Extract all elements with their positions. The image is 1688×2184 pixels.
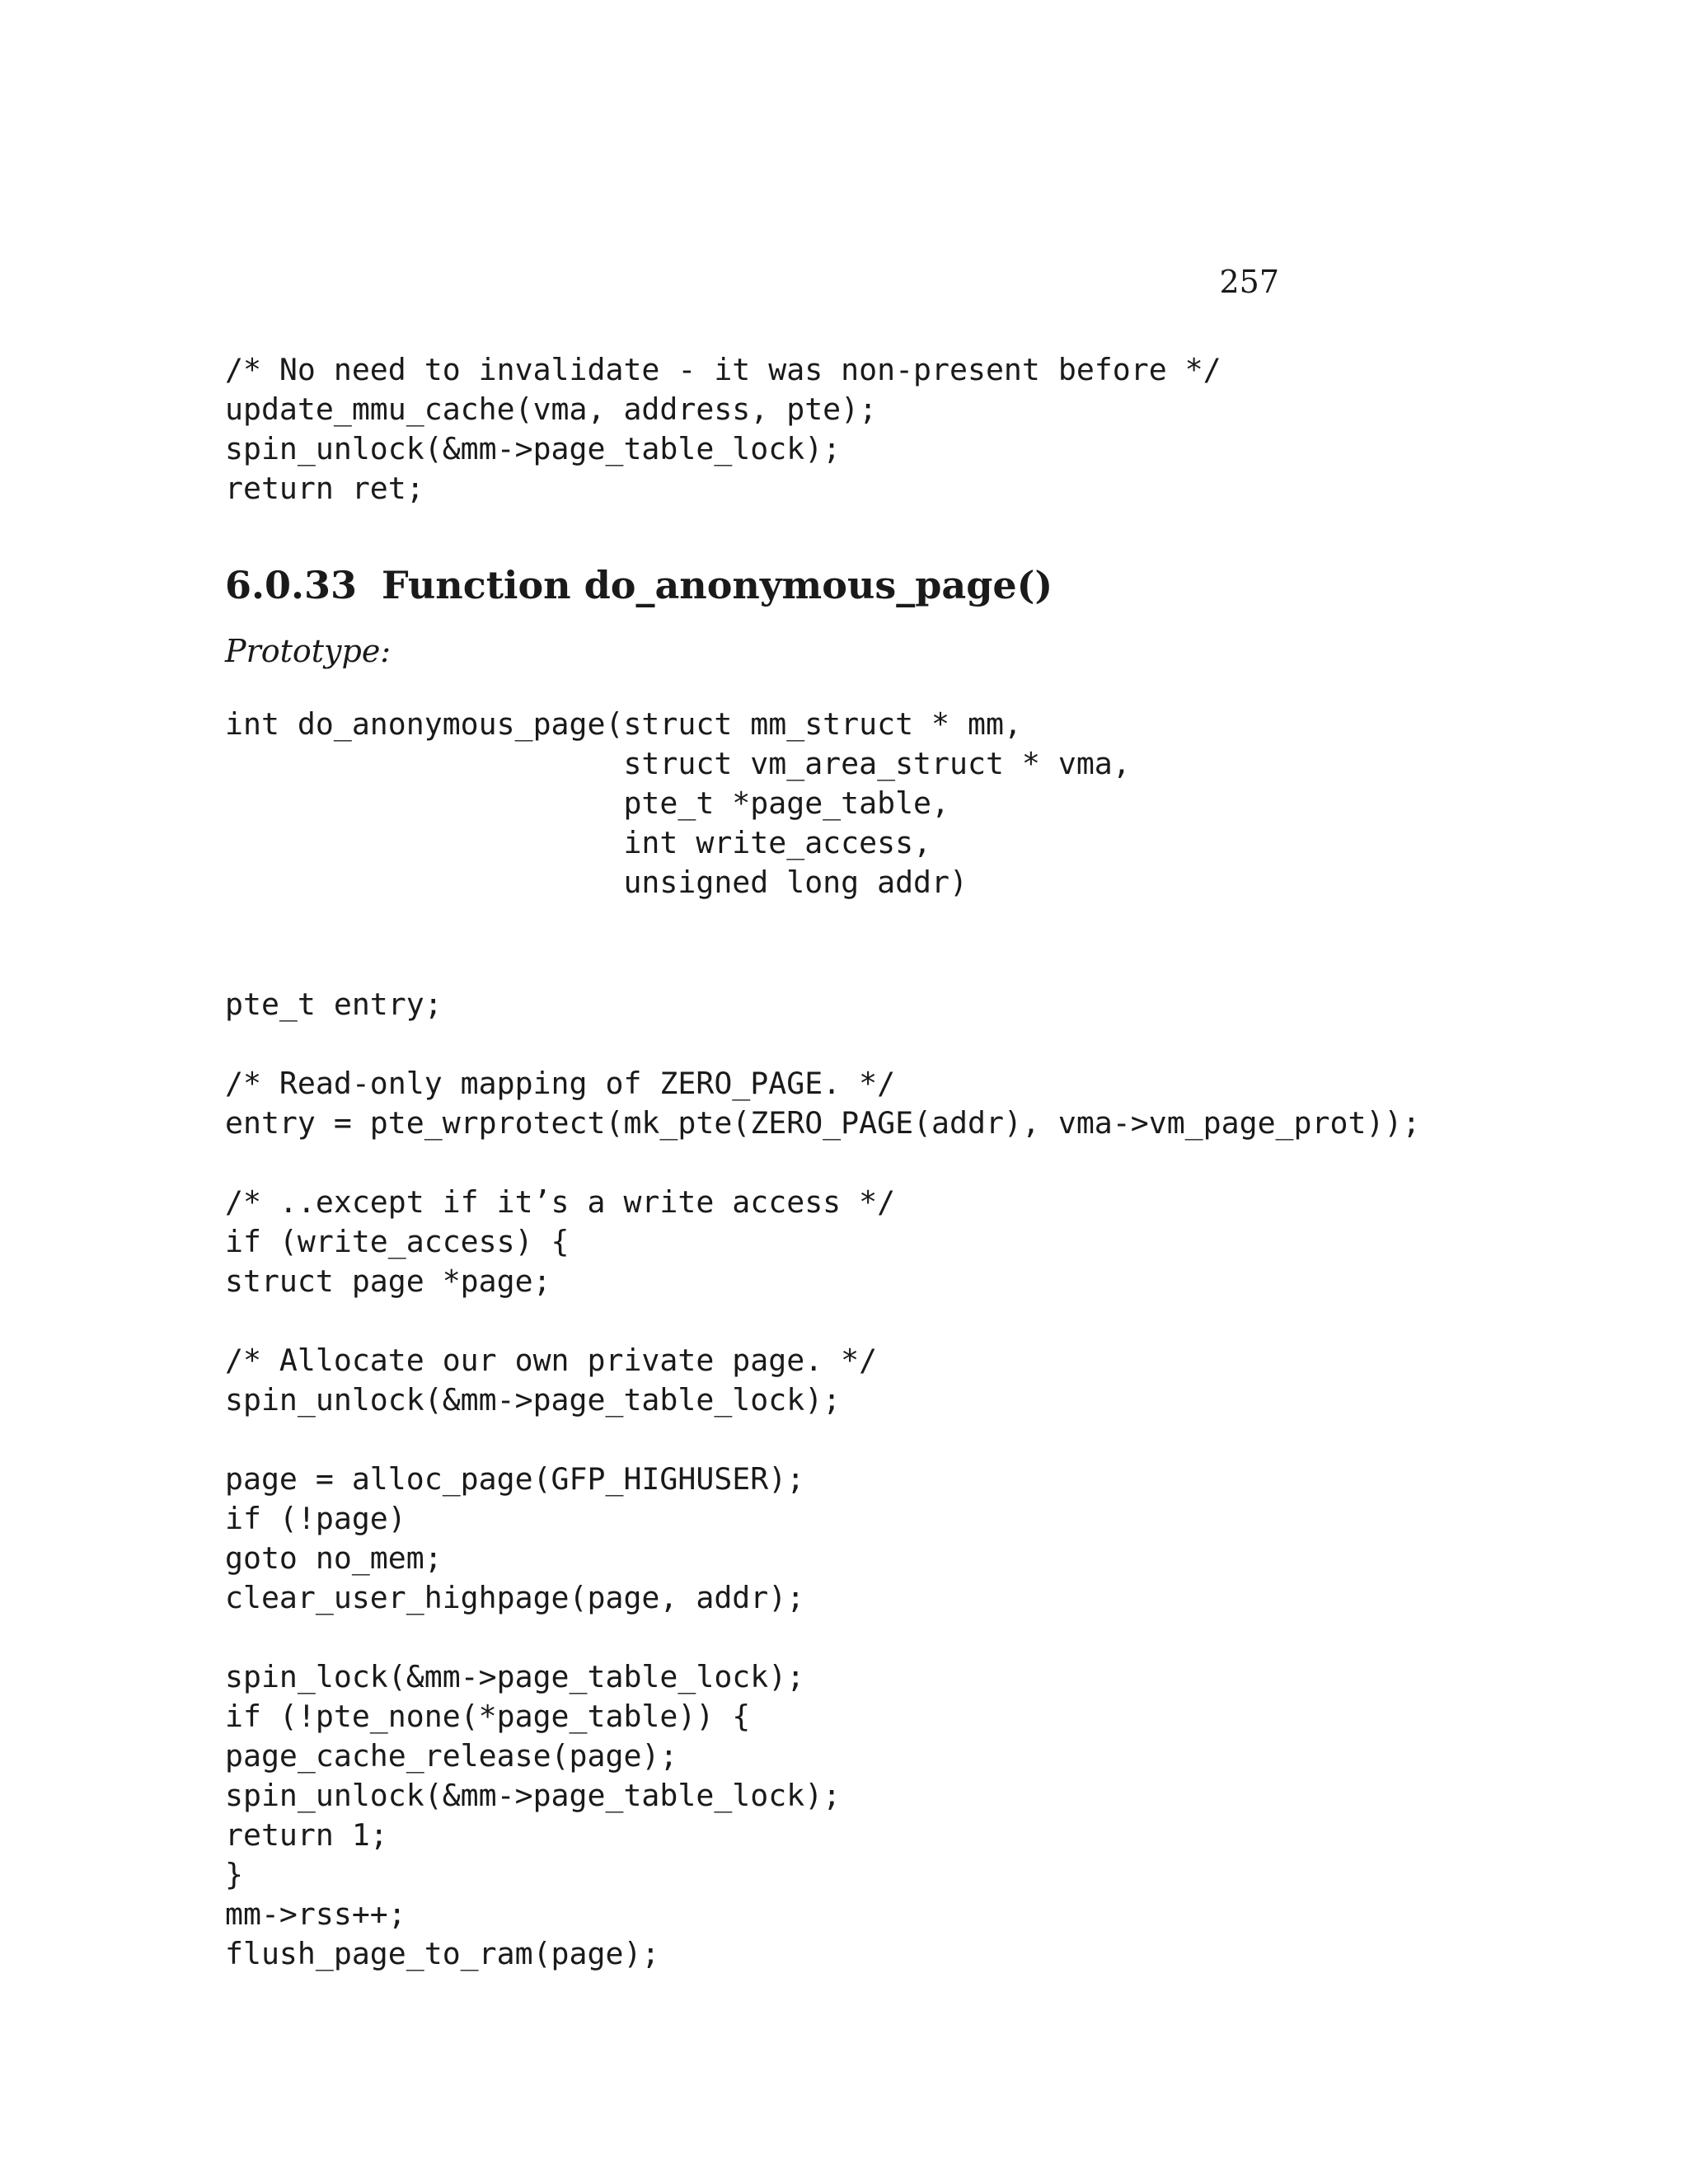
section-heading bbox=[225, 560, 1053, 610]
code-line: } bbox=[225, 1857, 243, 1892]
code-line bbox=[225, 1301, 1420, 1341]
code-block-top bbox=[225, 350, 1221, 509]
code-line: flush_page_to_ram(page); bbox=[225, 1936, 660, 1971]
code-line: /* Read-only mapping of ZERO_PAGE. */ bbox=[225, 1066, 896, 1101]
code-line: if (write_access) { bbox=[225, 1224, 570, 1259]
code-line: int write_access, bbox=[225, 825, 932, 860]
code-line: pte_t *page_table, bbox=[225, 785, 950, 821]
section-title: Function do_anonymous_page() bbox=[382, 563, 1053, 607]
code-line: goto no_mem; bbox=[225, 1540, 443, 1576]
code-line bbox=[225, 1618, 1420, 1657]
code-line: /* No need to invalidate - it was non-present before */ bbox=[225, 352, 1221, 387]
page-number: 257 bbox=[1219, 264, 1279, 300]
code-line: if (!pte_none(*page_table)) { bbox=[225, 1699, 751, 1734]
section-number: 6.0.33 bbox=[225, 563, 358, 607]
code-line: unsigned long addr) bbox=[225, 865, 968, 900]
code-line: struct vm_area_struct * vma, bbox=[225, 746, 1131, 781]
code-line: clear_user_highpage(page, addr); bbox=[225, 1580, 805, 1615]
code-line bbox=[225, 1024, 1420, 1064]
code-line: struct page *page; bbox=[225, 1263, 551, 1299]
code-line: int do_anonymous_page(struct mm_struct * mm, bbox=[225, 706, 1022, 742]
code-line: update_mmu_cache(vma, address, pte); bbox=[225, 391, 878, 427]
code-line: page_cache_release(page); bbox=[225, 1738, 678, 1774]
code-line bbox=[225, 1143, 1420, 1183]
code-line: mm->rss++; bbox=[225, 1896, 406, 1932]
code-line: return 1; bbox=[225, 1817, 388, 1853]
code-line: /* ..except if it’s a write access */ bbox=[225, 1184, 896, 1220]
code-block-prototype bbox=[225, 705, 1131, 902]
code-line: spin_unlock(&mm->page_table_lock); bbox=[225, 1778, 842, 1813]
prototype-label: Prototype: bbox=[225, 633, 392, 669]
code-line: /* Allocate our own private page. */ bbox=[225, 1343, 878, 1378]
code-line: spin_lock(&mm->page_table_lock); bbox=[225, 1659, 805, 1694]
code-line: return ret; bbox=[225, 471, 424, 506]
code-line: pte_t entry; bbox=[225, 987, 443, 1022]
code-line: page = alloc_page(GFP_HIGHUSER); bbox=[225, 1461, 805, 1497]
code-line: entry = pte_wrprotect(mk_pte(ZERO_PAGE(addr), vma->vm_page_prot)); bbox=[225, 1105, 1421, 1141]
code-line: if (!page) bbox=[225, 1501, 406, 1536]
code-line: spin_unlock(&mm->page_table_lock); bbox=[225, 431, 842, 466]
code-line: spin_unlock(&mm->page_table_lock); bbox=[225, 1382, 842, 1418]
code-block-body bbox=[225, 985, 1420, 1974]
code-line bbox=[225, 1420, 1420, 1460]
